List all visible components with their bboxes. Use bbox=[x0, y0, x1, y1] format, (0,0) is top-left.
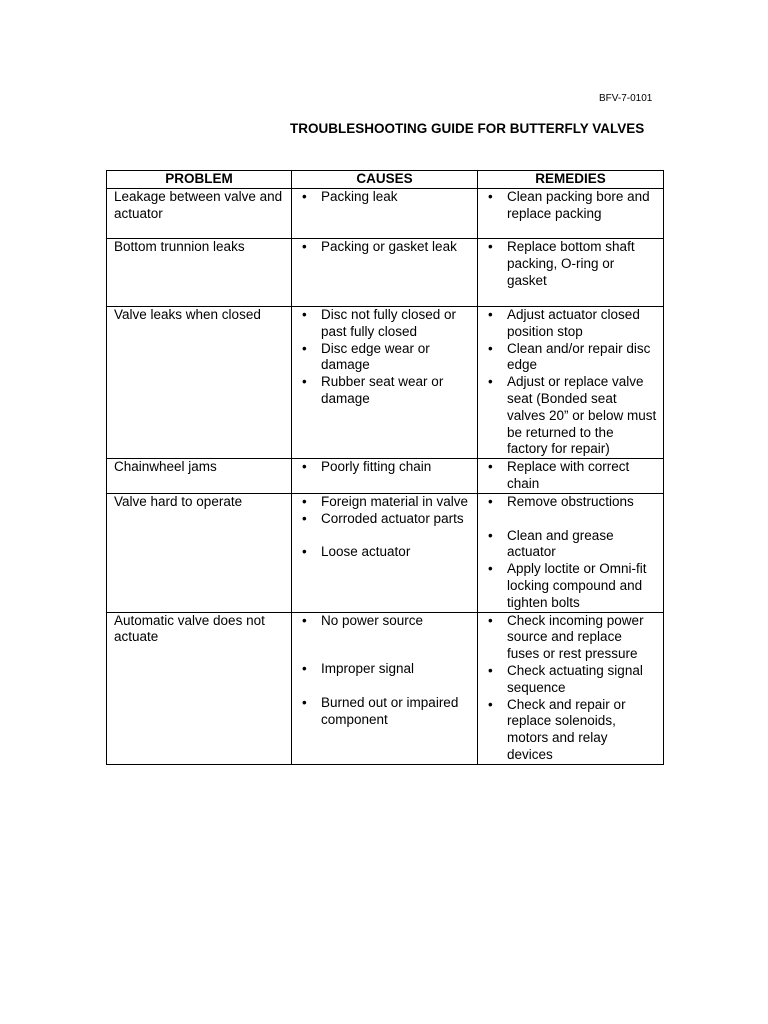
causes-list bbox=[298, 459, 471, 476]
problem-cell: Automatic valve does not actuate bbox=[107, 612, 292, 764]
header-problem: PROBLEM bbox=[107, 171, 292, 189]
list-item: • No power source bbox=[298, 613, 471, 630]
table-header-row bbox=[107, 171, 664, 189]
table-row bbox=[107, 459, 664, 494]
remedies-list bbox=[484, 189, 657, 223]
list-item: • Clean packing bore and replace packing bbox=[484, 189, 657, 223]
list-item: • Adjust actuator closed position stop bbox=[484, 307, 657, 341]
list-item: • Corroded actuator parts bbox=[298, 511, 471, 528]
causes-cell bbox=[292, 189, 478, 239]
remedies-cell bbox=[478, 459, 664, 494]
list-item: • Replace with correct chain bbox=[484, 459, 657, 493]
list-item: • Check and repair or replace solenoids, motors and relay devices bbox=[484, 697, 657, 764]
remedies-list bbox=[484, 613, 657, 764]
list-item: • Clean and grease actuator bbox=[484, 528, 657, 562]
remedies-cell bbox=[478, 307, 664, 459]
problem-cell: Valve hard to operate bbox=[107, 493, 292, 612]
troubleshooting-table bbox=[106, 170, 664, 765]
list-item: • Loose actuator bbox=[298, 544, 471, 561]
remedies-list bbox=[484, 494, 657, 612]
remedies-list bbox=[484, 239, 657, 289]
list-item: • Replace bottom shaft packing, O-ring or gasket bbox=[484, 239, 657, 289]
causes-cell bbox=[292, 612, 478, 764]
causes-list bbox=[298, 613, 471, 729]
list-item: • Check actuating signal sequence bbox=[484, 663, 657, 697]
remedies-cell bbox=[478, 189, 664, 239]
causes-cell bbox=[292, 307, 478, 459]
list-item: • Adjust or replace valve seat (Bonded seat valves 20” or below must be returned to the factory for repair) bbox=[484, 374, 657, 458]
problem-cell: Valve leaks when closed bbox=[107, 307, 292, 459]
list-item: • Packing or gasket leak bbox=[298, 239, 471, 256]
causes-cell bbox=[292, 239, 478, 307]
list-item: • Clean and/or repair disc edge bbox=[484, 341, 657, 375]
table-row bbox=[107, 307, 664, 459]
list-item: • Foreign material in valve bbox=[298, 494, 471, 511]
list-item: • Rubber seat wear or damage bbox=[298, 374, 471, 408]
remedies-cell bbox=[478, 493, 664, 612]
header-remedies: REMEDIES bbox=[478, 171, 664, 189]
list-item: • Packing leak bbox=[298, 189, 471, 206]
list-item: • Disc edge wear or damage bbox=[298, 341, 471, 375]
problem-cell: Leakage between valve and actuator bbox=[107, 189, 292, 239]
causes-cell bbox=[292, 459, 478, 494]
remedies-list bbox=[484, 459, 657, 493]
remedies-list bbox=[484, 307, 657, 458]
causes-list bbox=[298, 239, 471, 256]
list-item: • Improper signal bbox=[298, 661, 471, 678]
table-row bbox=[107, 189, 664, 239]
remedies-cell bbox=[478, 612, 664, 764]
list-item: • Apply loctite or Omni-fit locking compound and tighten bolts bbox=[484, 561, 657, 611]
table-row bbox=[107, 493, 664, 612]
list-item: • Disc not fully closed or past fully closed bbox=[298, 307, 471, 341]
problem-cell: Bottom trunnion leaks bbox=[107, 239, 292, 307]
problem-cell: Chainwheel jams bbox=[107, 459, 292, 494]
list-item: • Poorly fitting chain bbox=[298, 459, 471, 476]
page-title: TROUBLESHOOTING GUIDE FOR BUTTERFLY VALVES bbox=[290, 121, 645, 136]
table-row bbox=[107, 239, 664, 307]
causes-list bbox=[298, 494, 471, 561]
document-id: BFV-7-0101 bbox=[599, 93, 653, 104]
header-causes: CAUSES bbox=[292, 171, 478, 189]
remedies-cell bbox=[478, 239, 664, 307]
table-row bbox=[107, 612, 664, 764]
causes-list bbox=[298, 189, 471, 206]
list-item: • Remove obstructions bbox=[484, 494, 657, 511]
causes-cell bbox=[292, 493, 478, 612]
list-item: • Burned out or impaired component bbox=[298, 695, 471, 729]
list-item: • Check incoming power source and replace fuses or rest pressure bbox=[484, 613, 657, 663]
causes-list bbox=[298, 307, 471, 408]
